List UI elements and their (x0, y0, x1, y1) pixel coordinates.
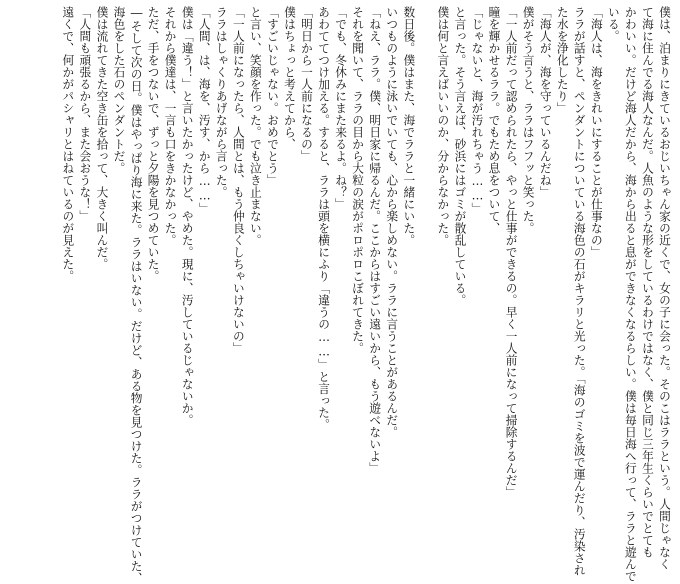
story-line: 「人間、は、海を、汚す、から……」 (197, 6, 212, 215)
story-line: ただ、手をつないで、ずっと夕陽を見つめていた。 (146, 6, 161, 282)
story-line: 僕は何と言えばいいのか、分からなかった。 (436, 6, 451, 246)
story-line: ―そして次の日。僕はやっぱり海に来た。ララはいない。だけど、ある物を見つけた。ララがつけていた、 (129, 6, 144, 584)
story-line: と言った。そう言えば、砂浜にはゴミが散乱している。 (453, 6, 468, 306)
story-line: いつものように泳いでいても、心から楽しめない。ララに言うことがあるんだ。 (385, 6, 400, 438)
story-line: 数日後。僕はまた、海でララと一緒にいた。 (402, 6, 417, 246)
story-line: 「一人前だって認められたら、やっと仕事ができるの。早く一人前になって掃除するんだ」 (504, 6, 519, 498)
story-line: それを聞いて、ララの目から大粒の涙がポロポロこぼれてきた。 (351, 6, 366, 354)
story-line: 海色をした石のペンダントだ。 (112, 6, 127, 174)
story-line: 「ねえ、ララ。僕、明日家に帰るんだ。ここからはすごい遠いから、もう遊べないよ」 (368, 6, 383, 474)
story-line: と言い、笑顔を作った。でも泣き止まない。 (248, 6, 263, 246)
story-line: て海に住んでる海人なんだ。人魚のような形をしているわけではなく、僕と同じ三年生くらいでとても (640, 6, 655, 558)
story-line: 遠くで、何かがパシャリとはねているのが見えた。 (61, 6, 76, 282)
story-line: 僕がそう言うと、ララはフフッと笑った。 (521, 6, 536, 234)
story-line: 「人間も頑張るから、また会おうな！」 (78, 6, 93, 222)
story-line: 「一人前になったら、人間とは、もう仲良くしちゃいけないの」 (231, 6, 246, 354)
story-line: た水を浄化したり」 (555, 6, 570, 114)
story-line: 「海人が、海を守っているんだね」 (538, 6, 553, 198)
vertical-story-text (59, 6, 673, 584)
story-line: ララはしゃくりあげながら言った。 (214, 6, 229, 198)
story-line: かわいい。だけど海人だから、海から出ると息ができなくなるらしい。僕は毎日海へ行って、ララと遊んで (623, 6, 638, 582)
blank-line (417, 6, 434, 514)
story-line: 「でも、冬休みにまた来るよ。ね？」 (334, 6, 349, 210)
story-line: 僕はちょっと考えてから、 (282, 6, 297, 150)
story-line: 「明日から一人前になるの」 (300, 6, 315, 162)
story-line: 「すごいじゃない。おめでとう」 (265, 6, 280, 186)
story-line: 僕は、泊まりにきているおじいちゃん家の近くで、女の子に会った。そのこはララという。人間じゃなく (658, 6, 672, 570)
story-line: あわててつけ加える。すると、ララは頭を横にふり「違うの……」と言った。 (317, 6, 332, 431)
story-line: 僕は流れてきた空き缶を拾って、大きく叫んだ。 (95, 6, 110, 270)
story-line: 僕は「違う！」と言いたかったけど、やめた。現に、汚しているじゃないか。 (180, 6, 195, 426)
story-line: それから僕達は、一言も口をきかなかった。 (163, 6, 178, 246)
story-line: いる。 (606, 6, 621, 42)
story-line: 瞳を輝かせるララ。でもため息をついて、 (487, 6, 502, 234)
story-line: 「じゃないと、海が汚れちゃう……」 (470, 6, 485, 215)
story-line: 「海人は、海をきれいにすることが仕事なの」 (589, 6, 604, 258)
story-line: ララが話すと、ペンダントについている海色の石がキラリと光った。「海のゴミを波で運んだり、汚染され (572, 6, 587, 577)
